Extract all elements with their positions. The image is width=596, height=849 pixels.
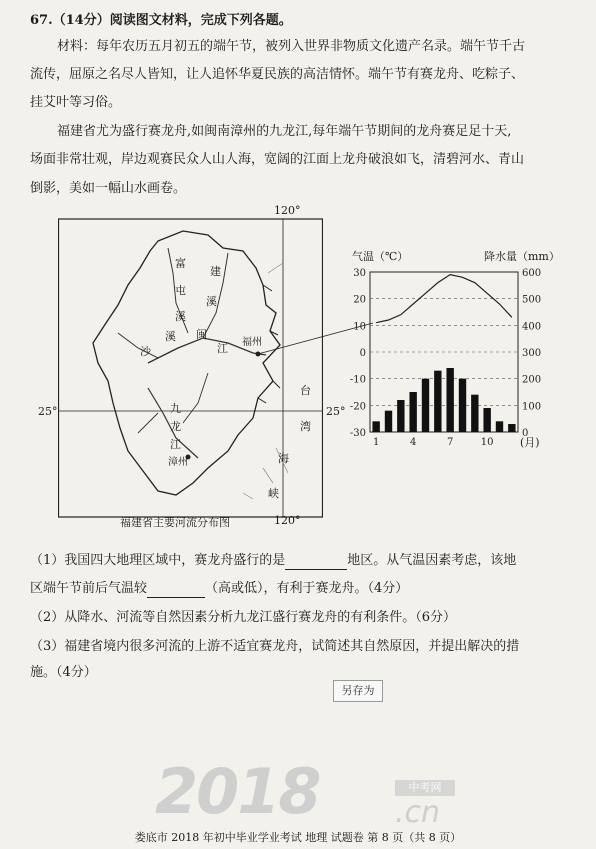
precip-bar: [446, 368, 453, 432]
material-line-3: 挂艾叶等习俗。: [30, 95, 122, 110]
question-header: 67.（14分）阅读图文材料，完成下列各题。: [30, 13, 292, 28]
material-line-2: 流传，屈原之名尽人皆知，让人追怀华夏民族的高洁情怀。端午节有赛龙舟、吃粽子、: [30, 67, 525, 82]
precip-bar: [459, 379, 466, 432]
map-label-fuzhou: 福州: [242, 337, 262, 348]
map-label-futun-3: 溪: [175, 310, 186, 323]
map-label-jian: 建: [210, 265, 221, 278]
question-3-line-2: 施。（4分）: [30, 665, 97, 680]
question-3-line-1: （3）福建省境内很多河流的上游不适宜赛龙舟，试简述其自然原因，并提出解决的措: [30, 639, 520, 654]
map-label-haixia-2: 峡: [268, 487, 279, 500]
temp-tick-label: 30: [353, 268, 366, 279]
map-label-jiulong: 九: [170, 402, 181, 415]
q1-text-a: （1）我国四大地理区域中，赛龙舟盛行的是: [30, 553, 286, 568]
watermark-domain: .cn: [395, 795, 441, 830]
q1-text-c: 区端午节前后气温较: [30, 581, 148, 596]
question-1-line-2: [30, 580, 408, 598]
precip-bar: [397, 400, 404, 432]
precip-tick-label: 0: [522, 428, 529, 439]
watermark-logo: 2018: [155, 755, 320, 828]
chart-left-axis-title: 气温（℃）: [352, 250, 409, 263]
map-label-sha-2: 溪: [165, 330, 176, 343]
temp-tick-label: 20: [353, 294, 366, 306]
month-tick-label: 1: [372, 437, 380, 448]
lon-bottom-label: 120°: [274, 514, 301, 527]
map-label-sha: 沙: [140, 345, 151, 358]
precip-tick-label: 200: [522, 374, 542, 386]
watermark-tag: 中考网: [395, 780, 455, 796]
month-tick-label: 10: [480, 437, 494, 448]
lat-right-label: 25°: [326, 405, 346, 418]
precip-bar: [508, 424, 515, 432]
map-label-taiwan-2: 湾: [300, 420, 311, 433]
map-label-haixia: 海: [278, 452, 289, 465]
map-label-futun: 富: [175, 257, 186, 270]
chart-right-axis-title: 降水量（mm）: [484, 250, 560, 263]
material-line-5: 场面非常壮观，岸边观赛民众人山人海，宽阔的江面上龙舟破浪如飞，清碧河水、青山: [30, 152, 525, 167]
lat-left-label: 25°: [38, 405, 58, 418]
month-tick-label: 7: [446, 437, 454, 448]
q1-answer-blank-2[interactable]: [147, 583, 205, 598]
temp-tick-label: 0: [359, 348, 366, 359]
precip-tick-label: 600: [522, 268, 542, 279]
precip-bar: [496, 421, 503, 432]
material-line-4: 福建省尤为盛行赛龙舟,如闽南漳州的九龙江,每年端午节期间的龙舟赛足足十天,: [57, 124, 512, 139]
q1-text-b: 地区。从气温因素考虑，该地: [347, 553, 517, 568]
fuzhou-climate-chart: [330, 242, 560, 462]
map-label-futun-2: 屯: [175, 284, 186, 297]
chart-x-unit: (月): [520, 436, 540, 449]
precip-bar: [483, 408, 490, 432]
precip-tick-label: 300: [522, 348, 542, 359]
month-tick-label: 4: [409, 437, 417, 448]
page-footer: 娄底市 2018 年初中毕业学业考试 地理 试题卷 第 8 页（共 8 页）: [134, 831, 462, 844]
map-label-min-2: 江: [217, 342, 228, 355]
precip-bar: [409, 392, 416, 432]
save-as-button[interactable]: 另存为: [333, 680, 383, 702]
precip-bar: [434, 371, 441, 432]
map-label-taiwan: 台: [300, 384, 311, 397]
map-label-min: 闽: [196, 328, 207, 341]
material-line-1: 材料：每年农历五月初五的端午节，被列入世界非物质文化遗产名录。端午节千古: [57, 39, 526, 54]
map-caption: 福建省主要河流分布图: [120, 516, 230, 529]
question-2: （2）从降水、河流等自然因素分析九龙江盛行赛龙舟的有利条件。（6分）: [30, 610, 457, 625]
precip-tick-label: 100: [522, 401, 542, 413]
precip-bar: [372, 421, 379, 432]
q1-answer-blank-1[interactable]: [285, 555, 347, 570]
material-line-6: 倒影，美如一幅山水画卷。: [30, 181, 187, 196]
precip-bar: [422, 379, 429, 432]
temp-tick-label: -20: [349, 401, 366, 413]
temp-tick-label: -10: [349, 374, 366, 386]
map-label-jiulong-3: 江: [170, 438, 181, 451]
precip-tick-label: 500: [522, 294, 542, 306]
question-1-line-1: [30, 552, 516, 570]
precip-tick-label: 400: [522, 321, 542, 333]
q1-text-d: （高或低），有利于赛龙舟。（4分）: [205, 581, 409, 596]
precip-bar: [385, 411, 392, 432]
lon-top-label: 120°: [274, 204, 301, 217]
precip-bar: [471, 395, 478, 432]
map-label-zhangzhou: 漳州: [168, 457, 188, 468]
temp-tick-label: -30: [349, 428, 366, 439]
map-label-jian-2: 溪: [206, 295, 217, 308]
temp-tick-label: 10: [353, 321, 366, 333]
map-label-jiulong-2: 龙: [170, 420, 181, 433]
